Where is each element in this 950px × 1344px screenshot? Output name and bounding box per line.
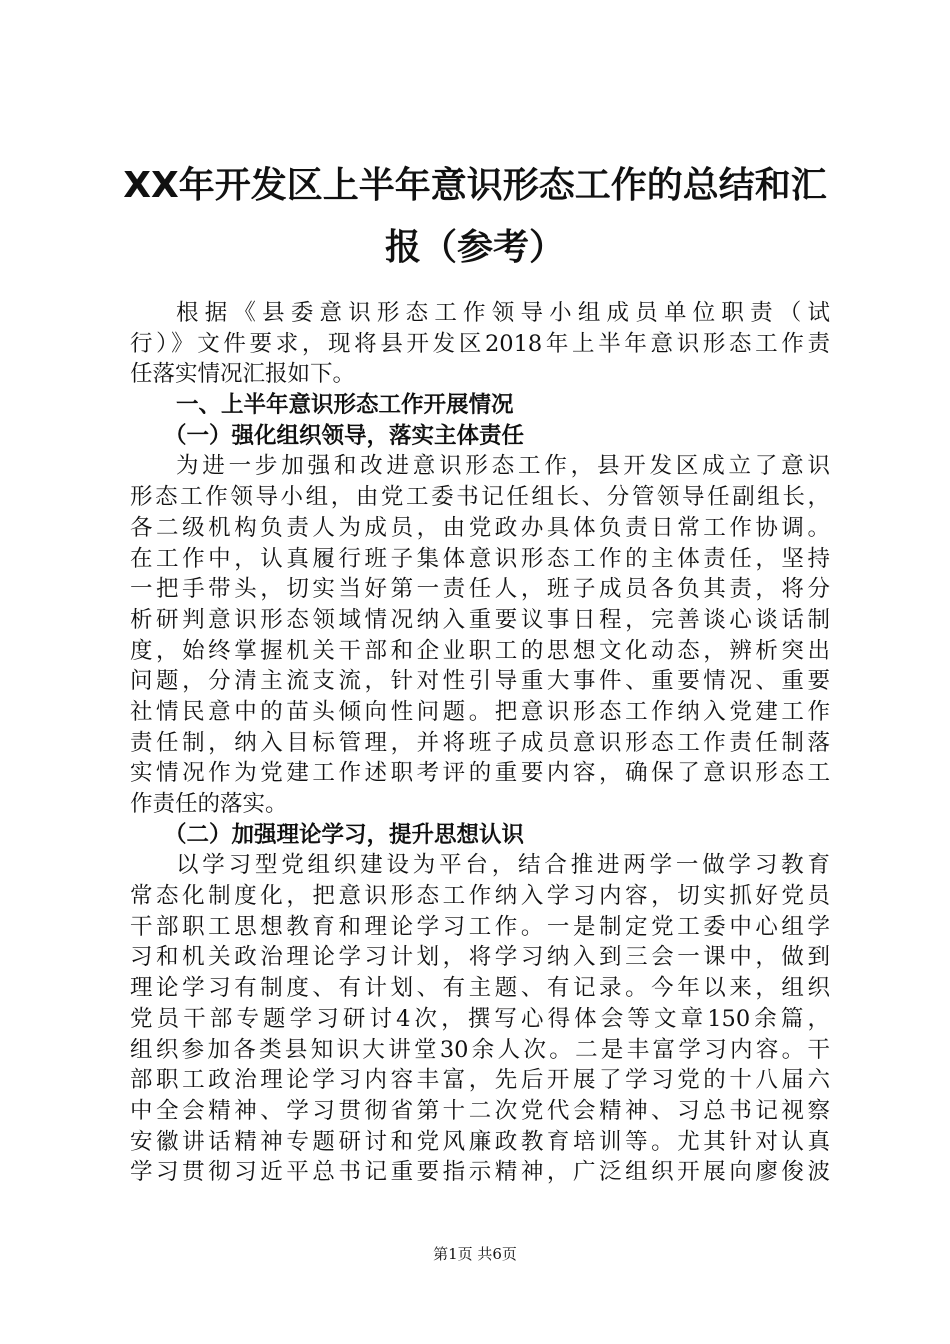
paragraph-line: 实情况作为党建工作述职考评的重要内容，确保了意识形态工 — [130, 760, 830, 787]
page-number-footer: 第1页 共6页 — [433, 1245, 517, 1263]
paragraph-line: 常态化制度化，把意识形态工作纳入学习内容，切实抓好党员 — [130, 883, 830, 910]
subsection-heading: （一）强化组织领导，落实主体责任 — [164, 422, 525, 449]
paragraph-line: 学习贯彻习近平总书记重要指示精神，广泛组织开展向廖俊波 — [130, 1159, 830, 1186]
paragraph-line: 根据《县委意识形态工作领导小组成员单位职责（试 — [176, 300, 830, 326]
paragraph-line: 社情民意中的苗头倾向性问题。把意识形态工作纳入党建工作 — [130, 698, 830, 725]
paragraph-line: 各二级机构负责人为成员，由党政办具体负责日常工作协调。 — [130, 514, 830, 541]
paragraph-line: 部职工政治理论学习内容丰富，先后开展了学习党的十八届六 — [130, 1067, 830, 1094]
paragraph-line: 安徽讲话精神专题研讨和党风廉政教育培训等。尤其针对认真 — [130, 1128, 830, 1155]
section-heading: 一、上半年意识形态工作开展情况 — [176, 392, 514, 419]
paragraph-line: 行）》文件要求，现将县开发区2018年上半年意识形态工作责 — [130, 330, 830, 357]
paragraph-line: 习和机关政治理论学习计划，将学习纳入到三会一课中，做到 — [130, 944, 830, 971]
paragraph-line: 中全会精神、学习贯彻省第十二次党代会精神、习总书记视察 — [130, 1097, 830, 1124]
paragraph-line: 以学习型党组织建设为平台，结合推进两学一做学习教育 — [176, 852, 830, 879]
paragraph-line: 问题，分清主流支流，针对性引导重大事件、重要情况、重要 — [130, 668, 830, 695]
paragraph-line: 一把手带头，切实当好第一责任人，班子成员各负其责，将分 — [130, 576, 830, 603]
paragraph-line: 干部职工思想教育和理论学习工作。一是制定党工委中心组学 — [130, 913, 830, 940]
document-title-line-2: 报（参考） — [384, 227, 565, 268]
paragraph-line: 作责任的落实。 — [130, 791, 288, 817]
paragraph-line: 为进一步加强和改进意识形态工作，县开发区成立了意识 — [176, 453, 830, 480]
document-title-line-1: XX年开发区上半年意识形态工作的总结和汇 — [123, 165, 827, 206]
document-body — [130, 298, 830, 1188]
paragraph-line: 形态工作领导小组，由党工委书记任组长、分管领导任副组长， — [130, 484, 830, 511]
paragraph-line: 度，始终掌握机关干部和企业职工的思想文化动态，辨析突出 — [130, 637, 830, 664]
paragraph-line: 理论学习有制度、有计划、有主题、有记录。今年以来，组织 — [130, 975, 830, 1002]
paragraph-line: 组织参加各类县知识大讲堂30余人次。二是丰富学习内容。干 — [130, 1036, 830, 1063]
paragraph-line: 责任制，纳入目标管理，并将班子成员意识形态工作责任制落 — [130, 729, 830, 756]
paragraph-line: 党员干部专题学习研讨4次，撰写心得体会等文章150余篇， — [130, 1005, 830, 1032]
subsection-heading: （二）加强理论学习，提升思想认识 — [164, 821, 525, 848]
paragraph-line: 任落实情况汇报如下。 — [130, 361, 356, 388]
paragraph-line: 在工作中，认真履行班子集体意识形态工作的主体责任，坚持 — [130, 545, 830, 572]
paragraph-line: 析研判意识形态领域情况纳入重要议事日程，完善谈心谈话制 — [130, 606, 830, 633]
